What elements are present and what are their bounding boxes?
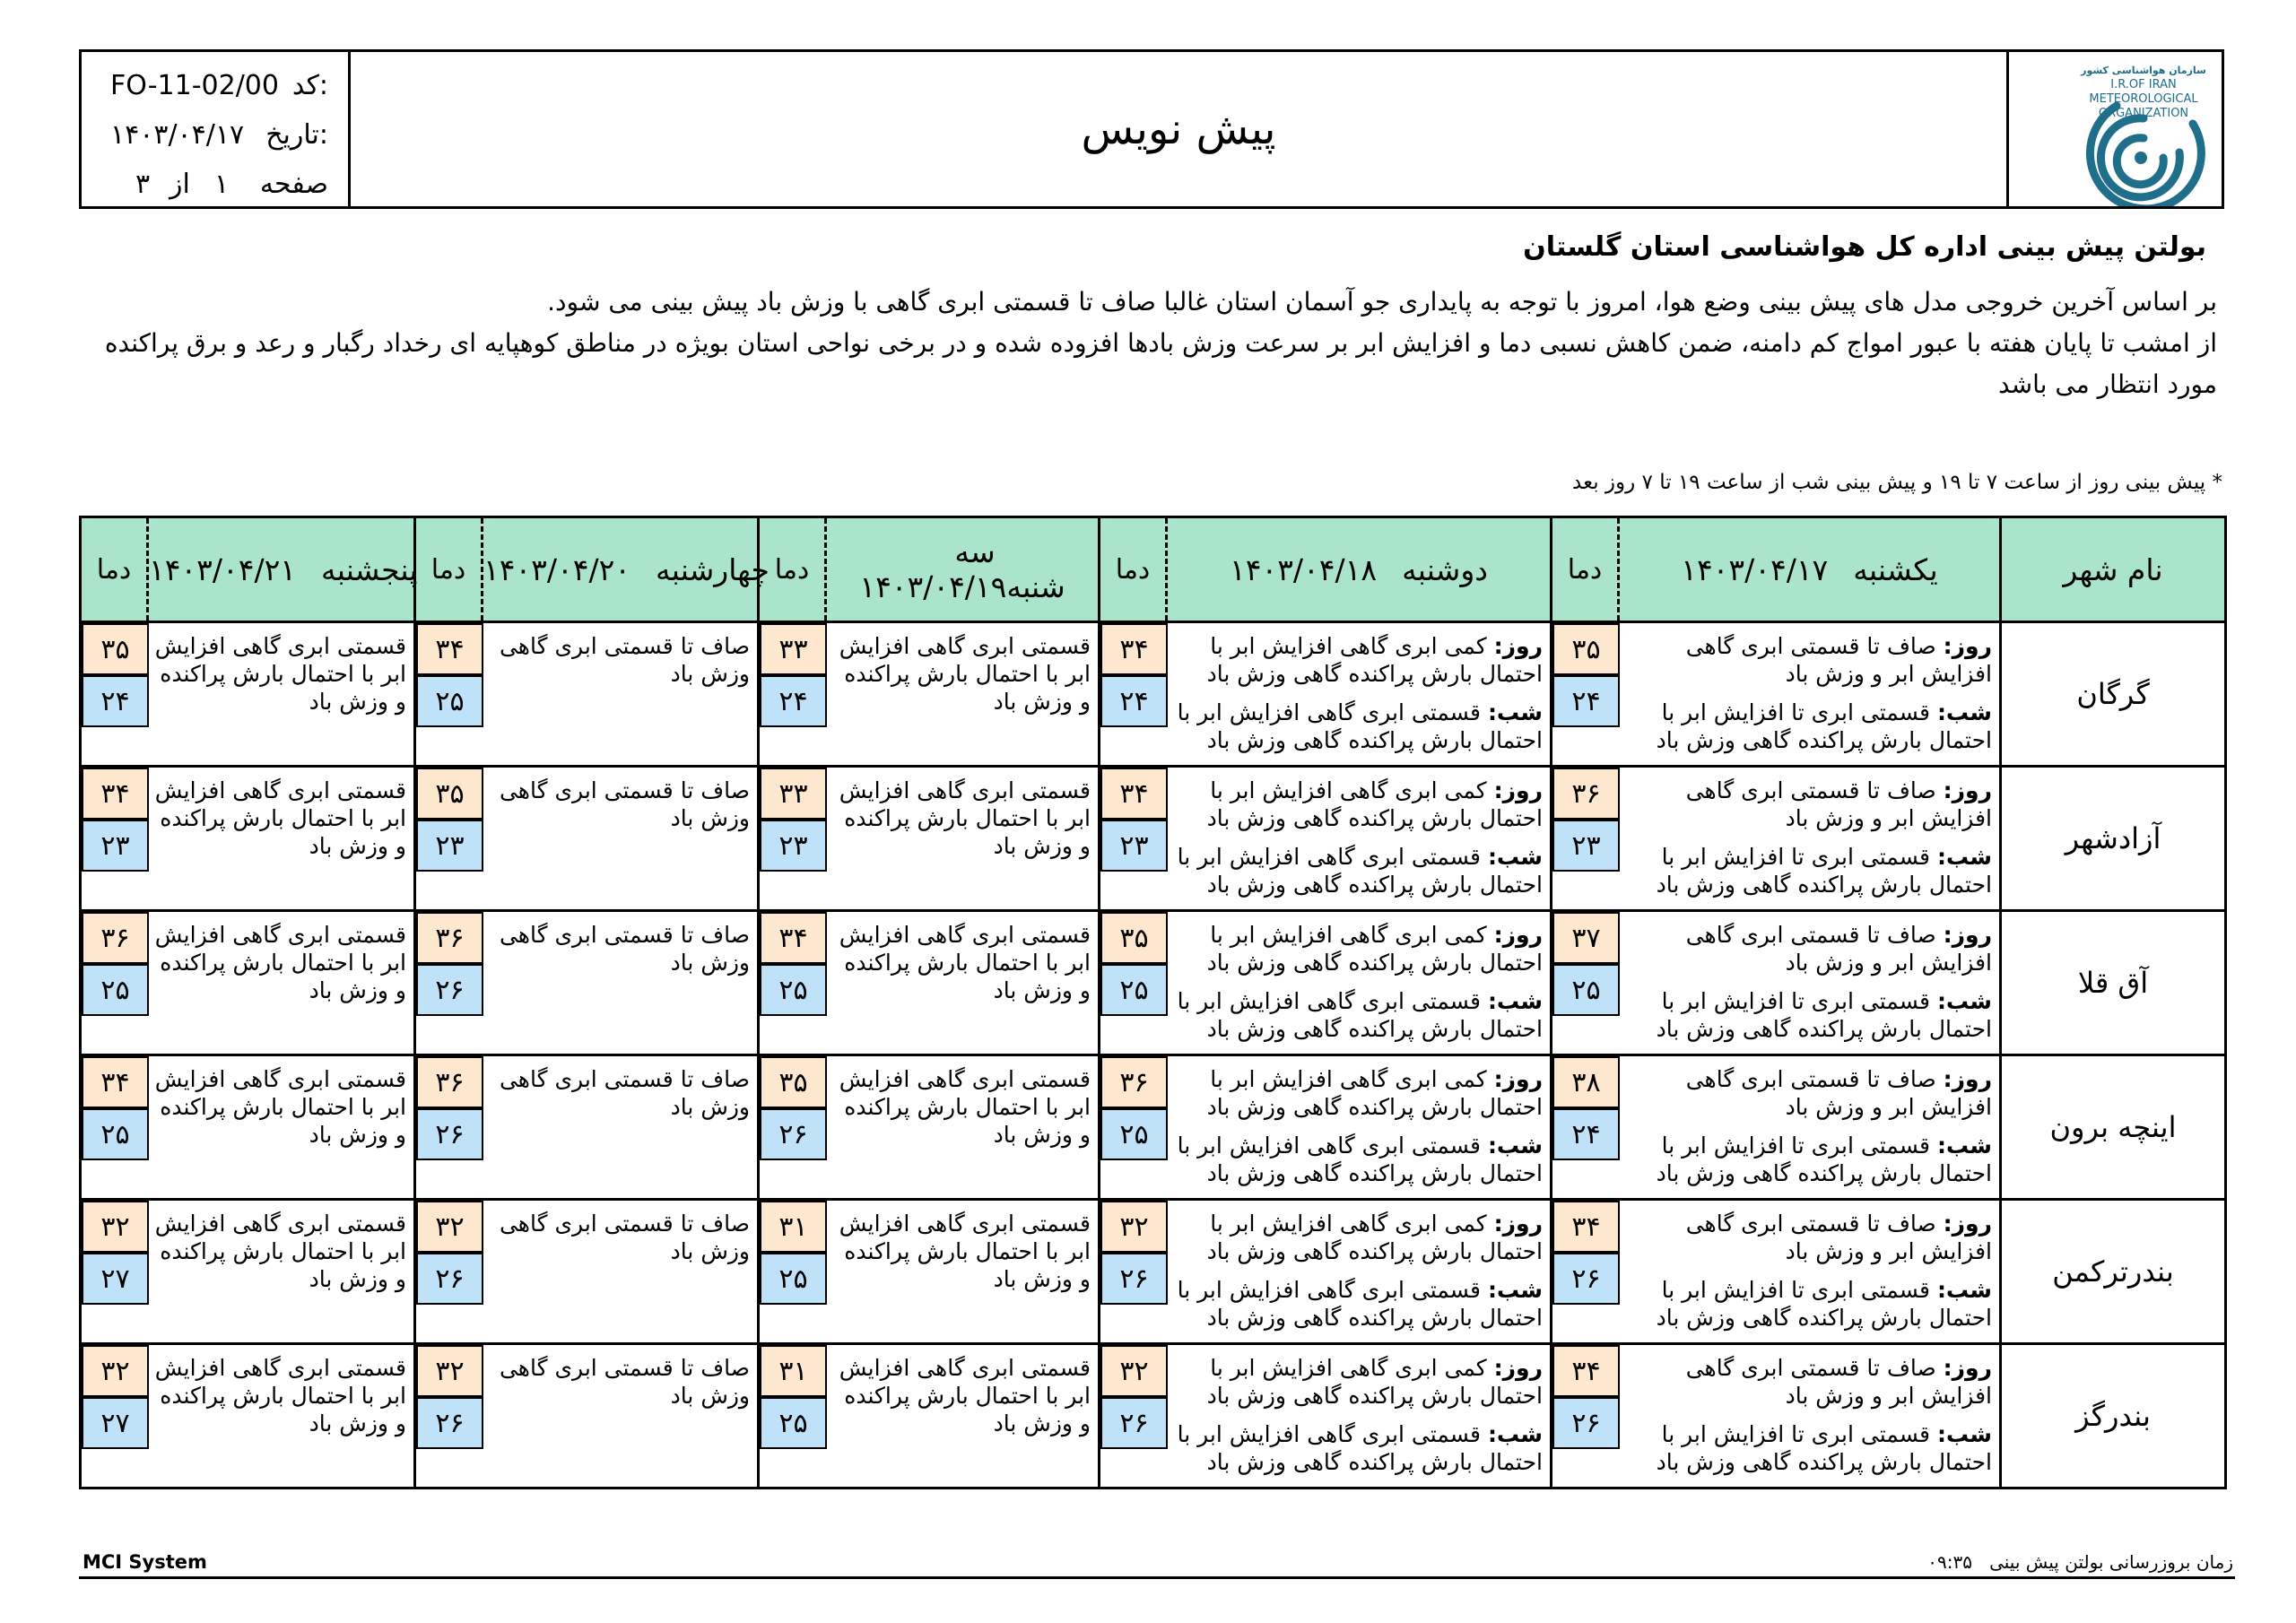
night-forecast-text: قسمتی ابری گاهی افزایش ابر با احتمال بارش پراکنده گاهی وزش باد [1177,1421,1543,1475]
forecast-description [1167,1200,1552,1344]
temp-cell [1552,622,1619,767]
temp-cell [81,1055,148,1200]
page-label: صفحه [259,169,328,200]
forecast-description [1619,1200,2001,1344]
temp-header-2: دما [1100,517,1167,622]
night-forecast [1174,1132,1544,1187]
max-temp: ۳۶ [1552,768,1620,820]
min-temp: ۲۶ [416,1397,483,1449]
day-forecast-label: روز: [1943,1355,1992,1381]
day-forecast-text: صاف تا قسمتی ابری گاهی افزایش ابر و وزش باد [1685,1066,1992,1120]
table-header-row [81,517,2226,622]
forecast-text: صاف تا قسمتی ابری گاهی وزش باد [499,777,750,831]
day-forecast-label: روز: [1493,1355,1543,1381]
forecast-description [1167,767,1552,911]
page-total: ۳ [135,169,151,200]
forecast-description [1167,1055,1552,1200]
forecast-description [483,911,759,1055]
day-date-5: ۱۴۰۳/۰۴/۲۱ [149,551,297,587]
min-temp: ۲۵ [82,964,149,1016]
night-forecast-label: شب: [1936,699,1992,725]
min-temp: ۲۴ [1100,675,1168,727]
max-temp: ۳۴ [1552,1345,1620,1397]
forecast-text: قسمتی ابری گاهی افزایش ابر با احتمال بارش پراکنده و وزش باد [839,922,1091,1003]
temp-header-1: دما [1552,517,1619,622]
temp-cell [81,622,148,767]
city-name: بندرگز [2001,1344,2226,1488]
city-name: گرگان [2001,622,2226,767]
night-forecast-label: شب: [1487,988,1543,1014]
forecast-text: صاف تا قسمتی ابری گاهی وزش باد [499,1211,750,1264]
forecast-text: قسمتی ابری گاهی افزایش ابر با احتمال بارش پراکنده و وزش باد [839,1211,1091,1292]
min-temp: ۲۴ [1552,1108,1620,1160]
forecast-description [148,911,415,1055]
forecast-description [483,1200,759,1344]
day-forecast-text: کمی ابری گاهی افزایش ابر با احتمال بارش پراکنده گاهی وزش باد [1206,1211,1543,1264]
day-name-4: چهارشنبه [656,551,770,587]
night-forecast-text: قسمتی ابری گاهی افزایش ابر با احتمال بارش پراکنده گاهی وزش باد [1177,844,1543,898]
max-temp: ۳۳ [760,623,827,675]
table-row [81,1344,2226,1488]
city-name: آق قلا [2001,911,2226,1055]
night-forecast-label: شب: [1487,844,1543,870]
day-forecast-text: صاف تا قسمتی ابری گاهی افزایش ابر و وزش باد [1685,1211,1992,1264]
max-temp: ۳۶ [82,912,149,964]
day-forecast-text: کمی ابری گاهی افزایش ابر با احتمال بارش پراکنده گاهی وزش باد [1206,777,1543,831]
day-date-4: ۱۴۰۳/۰۴/۲۰ [483,551,631,587]
night-forecast-text: قسمتی ابری گاهی افزایش ابر با احتمال بارش پراکنده گاهی وزش باد [1177,699,1543,753]
document-info-box [82,52,351,206]
day-forecast-text: صاف تا قسمتی ابری گاهی افزایش ابر و وزش باد [1685,922,1992,976]
temp-cell [415,1200,483,1344]
day-forecast [1174,1354,1544,1410]
city-header: نام شهر [2001,517,2226,622]
temp-cell [1552,1344,1619,1488]
night-forecast-text: قسمتی ابری تا افزایش ابر با احتمال بارش پراکنده گاهی وزش باد [1656,1133,1992,1186]
min-temp: ۲۴ [82,675,149,727]
forecast-description [148,622,415,767]
code-label: کد: [291,70,328,101]
page-of-label: از [170,169,190,200]
forecast-description [483,622,759,767]
min-temp: ۲۵ [1100,964,1168,1016]
max-temp: ۳۴ [1100,623,1168,675]
day-forecast [1174,1210,1544,1265]
max-temp: ۳۶ [416,1056,483,1108]
day-forecast [1626,1065,1993,1121]
day-name-2: دوشنبه [1402,551,1488,587]
date-value: ۱۴۰۳/۰۴/۱۷ [110,119,245,151]
temp-cell [759,767,826,911]
forecast-description [1167,911,1552,1055]
min-temp: ۲۳ [1552,820,1620,872]
forecast-description [826,767,1100,911]
footer-system-label: MCI System [83,1551,207,1573]
night-forecast-text: قسمتی ابری تا افزایش ابر با احتمال بارش پراکنده گاهی وزش باد [1656,1277,1992,1331]
day-forecast-text: کمی ابری گاهی افزایش ابر با احتمال بارش پراکنده گاهی وزش باد [1206,1066,1543,1120]
day-forecast-label: روز: [1493,922,1543,948]
temp-cell [1552,767,1619,911]
temp-cell [415,911,483,1055]
day-date-2: ۱۴۰۳/۰۴/۱۸ [1230,551,1378,587]
forecast-description [1167,622,1552,767]
day-name-1: یکشنبه [1853,551,1938,587]
day-forecast [1626,1210,1993,1265]
forecast-text: صاف تا قسمتی ابری گاهی وزش باد [499,1066,750,1120]
day-forecast-text: صاف تا قسمتی ابری گاهی افزایش ابر و وزش باد [1685,777,1992,831]
min-temp: ۲۷ [82,1397,149,1449]
night-forecast [1626,1276,1993,1332]
forecast-text: قسمتی ابری گاهی افزایش ابر با احتمال بارش پراکنده و وزش باد [839,777,1091,859]
min-temp: ۲۳ [82,820,149,872]
temp-cell [1100,1344,1167,1488]
city-name: بندرترکمن [2001,1200,2226,1344]
temp-header-3: دما [759,517,826,622]
night-forecast-text: قسمتی ابری گاهی افزایش ابر با احتمال بارش پراکنده گاهی وزش باد [1177,988,1543,1042]
min-temp: ۲۳ [760,820,827,872]
day-header-5 [148,517,418,622]
max-temp: ۳۵ [1100,912,1168,964]
forecast-description [1619,1344,2001,1488]
night-forecast [1626,1420,1993,1476]
night-forecast-label: شب: [1936,844,1992,870]
day-header-2 [1167,517,1552,622]
max-temp: ۳۵ [416,768,483,820]
night-forecast [1626,1132,1993,1187]
day-header-1 [1619,517,2001,622]
day-forecast [1626,777,1993,832]
temp-header-5: دما [81,517,148,622]
footer-update-time: ۰۹:۳۵ [1927,1551,1973,1573]
forecast-text: صاف تا قسمتی ابری گاهی وزش باد [499,1355,750,1409]
max-temp: ۳۲ [416,1201,483,1253]
min-temp: ۲۵ [760,964,827,1016]
forecast-description [148,1200,415,1344]
night-forecast-label: شب: [1487,699,1543,725]
temp-cell [415,1344,483,1488]
max-temp: ۳۸ [1552,1056,1620,1108]
min-temp: ۲۴ [760,675,827,727]
document-header [79,49,2224,209]
forecast-text: قسمتی ابری گاهی افزایش ابر با احتمال بارش پراکنده و وزش باد [839,633,1091,715]
min-temp: ۲۶ [416,1108,483,1160]
bulletin-paragraph-2: از امشب تا پایان هفته با عبور امواج کم دامنه، ضمن کاهش نسبی دما و افزایش ابر بر سرعت وزش بادها افزوده شده و در برخی نواحی استان بویژه در مناطق کوهپایه ای رخداد رگبار و رعد و برق پراکنده مورد انتظار می باشد [104,328,2217,399]
forecast-description [148,767,415,911]
bulletin-title: بولتن پیش بینی اداره کل هواشناسی استان گلستان [1523,231,2206,263]
min-temp: ۲۳ [1100,820,1168,872]
logo-text-3: ORGANIZATION [2098,107,2189,120]
bulletin-paragraph-1: بر اساس آخرین خروجی مدل های پیش بینی وضع هوا، امروز با توجه به پایداری جو آسمان استان غالبا صاف تا قسمتی ابری گاهی با وزش باد پیش بینی می شود. [547,287,2217,317]
day-forecast-label: روز: [1493,777,1543,803]
temp-cell [415,622,483,767]
temp-cell [1100,622,1167,767]
temp-cell [81,1200,148,1344]
day-forecast-text: صاف تا قسمتی ابری گاهی افزایش ابر و وزش باد [1685,1355,1992,1409]
forecast-description [826,1344,1100,1488]
day-forecast [1626,921,1993,976]
night-forecast [1626,987,1993,1043]
min-temp: ۲۶ [760,1108,827,1160]
max-temp: ۳۵ [760,1056,827,1108]
night-forecast-label: شب: [1936,1421,1992,1447]
forecast-text: صاف تا قسمتی ابری گاهی وزش باد [499,633,750,687]
min-temp: ۲۶ [1100,1253,1168,1305]
night-forecast-label: شب: [1487,1277,1543,1303]
max-temp: ۳۶ [416,912,483,964]
night-forecast-text: قسمتی ابری تا افزایش ابر با احتمال بارش پراکنده گاهی وزش باد [1656,699,1992,753]
day-forecast-text: صاف تا قسمتی ابری گاهی افزایش ابر و وزش باد [1685,633,1992,687]
forecast-text: قسمتی ابری گاهی افزایش ابر با احتمال بارش پراکنده و وزش باد [839,1355,1091,1436]
min-temp: ۲۵ [1552,964,1620,1016]
night-forecast [1174,843,1544,898]
min-temp: ۲۶ [416,1253,483,1305]
table-row [81,911,2226,1055]
forecast-description [1619,767,2001,911]
min-temp: ۲۵ [760,1397,827,1449]
city-name: آزادشهر [2001,767,2226,911]
night-forecast-text: قسمتی ابری تا افزایش ابر با احتمال بارش پراکنده گاهی وزش باد [1656,1421,1992,1475]
day-forecast-label: روز: [1943,1066,1992,1092]
forecast-description [483,767,759,911]
max-temp: ۳۷ [1552,912,1620,964]
forecast-description [826,911,1100,1055]
day-name-5: پنجشنبه [321,551,418,587]
page-number: ۱ [214,169,230,200]
day-forecast [1174,777,1544,832]
temp-cell [1552,1200,1619,1344]
day-forecast-label: روز: [1943,633,1992,659]
temp-cell [1100,767,1167,911]
forecast-text: صاف تا قسمتی ابری گاهی وزش باد [499,922,750,976]
temp-cell [1100,911,1167,1055]
logo-text-fa: سازمان هواشناسی کشور [2081,65,2206,76]
temp-cell [1100,1200,1167,1344]
temp-cell [1552,1055,1619,1200]
footer-divider [79,1576,2235,1579]
temp-cell [81,767,148,911]
temp-cell [1552,911,1619,1055]
day-forecast-label: روز: [1493,633,1543,659]
meteorological-organization-logo-icon [2009,52,2219,206]
temp-cell [81,1344,148,1488]
night-forecast [1174,699,1544,754]
logo-text-1: I.R.OF IRAN [2110,78,2177,91]
logo-text-2: METEOROLOGICAL [2089,92,2198,106]
table-row [81,767,2226,911]
min-temp: ۲۶ [1552,1397,1620,1449]
temp-cell [759,1200,826,1344]
max-temp: ۳۵ [1552,623,1620,675]
max-temp: ۳۴ [416,623,483,675]
forecast-description [148,1055,415,1200]
night-forecast-text: قسمتی ابری گاهی افزایش ابر با احتمال بارش پراکنده گاهی وزش باد [1177,1277,1543,1331]
temp-header-4: دما [415,517,483,622]
forecast-description [1619,911,2001,1055]
forecast-text: قسمتی ابری گاهی افزایش ابر با احتمال بارش پراکنده و وزش باد [154,777,406,859]
table-row [81,1200,2226,1344]
day-forecast [1626,1354,1993,1410]
temp-cell [759,1055,826,1200]
forecast-text: قسمتی ابری گاهی افزایش ابر با احتمال بارش پراکنده و وزش باد [154,1066,406,1148]
night-forecast-text: قسمتی ابری تا افزایش ابر با احتمال بارش پراکنده گاهی وزش باد [1656,844,1992,898]
min-temp: ۲۶ [1552,1253,1620,1305]
night-forecast-text: قسمتی ابری گاهی افزایش ابر با احتمال بارش پراکنده گاهی وزش باد [1177,1133,1543,1186]
day-forecast-label: روز: [1943,777,1992,803]
max-temp: ۳۴ [1552,1201,1620,1253]
day-forecast [1174,1065,1544,1121]
day-date-1: ۱۴۰۳/۰۴/۱۷ [1681,551,1829,587]
min-temp: ۲۴ [1552,675,1620,727]
temp-cell [415,1055,483,1200]
temp-cell [415,767,483,911]
day-forecast-label: روز: [1943,1211,1992,1237]
forecast-text: قسمتی ابری گاهی افزایش ابر با احتمال بارش پراکنده و وزش باد [154,922,406,1003]
forecast-description [1619,622,2001,767]
code-value: FO-11-02/00 [110,70,279,101]
forecast-description [826,1200,1100,1344]
day-forecast [1174,632,1544,688]
min-temp: ۲۵ [416,675,483,727]
date-label: تاریخ: [265,119,328,151]
night-forecast-label: شب: [1936,988,1992,1014]
day-header-4 [483,517,770,622]
night-forecast [1174,987,1544,1043]
forecast-description [1167,1344,1552,1488]
forecast-text: قسمتی ابری گاهی افزایش ابر با احتمال بارش پراکنده و وزش باد [154,633,406,715]
max-temp: ۳۲ [82,1345,149,1397]
day-forecast [1174,921,1544,976]
table-row [81,1055,2226,1200]
max-temp: ۳۴ [82,1056,149,1108]
min-temp: ۲۷ [82,1253,149,1305]
max-temp: ۳۶ [1100,1056,1168,1108]
forecast-description [826,1055,1100,1200]
max-temp: ۳۲ [416,1345,483,1397]
min-temp: ۲۵ [760,1253,827,1305]
max-temp: ۳۴ [82,768,149,820]
night-forecast-text: قسمتی ابری تا افزایش ابر با احتمال بارش پراکنده گاهی وزش باد [1656,988,1992,1042]
forecast-table [79,516,2227,1489]
max-temp: ۳۳ [760,768,827,820]
table-row [81,622,2226,767]
day-forecast-label: روز: [1493,1211,1543,1237]
max-temp: ۳۲ [1100,1345,1168,1397]
min-temp: ۲۶ [1100,1397,1168,1449]
min-temp: ۲۵ [1100,1108,1168,1160]
forecast-description [826,622,1100,767]
temp-cell [1100,1055,1167,1200]
forecast-text: قسمتی ابری گاهی افزایش ابر با احتمال بارش پراکنده و وزش باد [154,1355,406,1436]
min-temp: ۲۶ [416,964,483,1016]
forecast-description [1619,1055,2001,1200]
max-temp: ۳۴ [1100,768,1168,820]
day-forecast [1626,632,1993,688]
city-name: اینچه برون [2001,1055,2226,1200]
day-forecast-text: کمی ابری گاهی افزایش ابر با احتمال بارش پراکنده گاهی وزش باد [1206,633,1543,687]
forecast-description [148,1344,415,1488]
max-temp: ۳۲ [1100,1201,1168,1253]
day-forecast-label: روز: [1943,922,1992,948]
footer-update-info [1927,1551,2233,1573]
night-forecast-label: شب: [1936,1133,1992,1159]
temp-cell [759,622,826,767]
min-temp: ۲۵ [82,1108,149,1160]
day-forecast-text: کمی ابری گاهی افزایش ابر با احتمال بارش پراکنده گاهی وزش باد [1206,922,1543,976]
temp-cell [759,911,826,1055]
night-forecast [1626,699,1993,754]
min-temp: ۲۳ [416,820,483,872]
footer-update-label: زمان بروزرسانی بولتن پیش بینی [1989,1551,2233,1573]
forecast-text: قسمتی ابری گاهی افزایش ابر با احتمال بارش پراکنده و وزش باد [154,1211,406,1292]
max-temp: ۳۱ [760,1345,827,1397]
day-forecast-text: کمی ابری گاهی افزایش ابر با احتمال بارش پراکنده گاهی وزش باد [1206,1355,1543,1409]
max-temp: ۳۵ [82,623,149,675]
temp-cell [81,911,148,1055]
forecast-description [483,1055,759,1200]
night-forecast-label: شب: [1936,1277,1992,1303]
day-name-3: سه شنبه [954,534,1065,604]
max-temp: ۳۲ [82,1201,149,1253]
night-forecast-label: شب: [1487,1421,1543,1447]
organization-logo [2006,52,2222,206]
day-header-3 [826,517,1100,622]
night-forecast [1174,1420,1544,1476]
night-forecast-label: شب: [1487,1133,1543,1159]
day-forecast-label: روز: [1493,1066,1543,1092]
temp-cell [759,1344,826,1488]
max-temp: ۳۴ [760,912,827,964]
night-forecast [1174,1276,1544,1332]
forecast-time-note: * پیش بینی روز از ساعت ۷ تا ۱۹ و پیش بینی شب از ساعت ۱۹ تا ۷ روز بعد [1572,471,2222,494]
day-date-3: ۱۴۰۳/۰۴/۱۹ [859,569,1007,604]
forecast-text: قسمتی ابری گاهی افزایش ابر با احتمال بارش پراکنده و وزش باد [839,1066,1091,1148]
forecast-description [483,1344,759,1488]
page-title: پیش نویس [1081,104,1276,154]
max-temp: ۳۱ [760,1201,827,1253]
night-forecast [1626,843,1993,898]
